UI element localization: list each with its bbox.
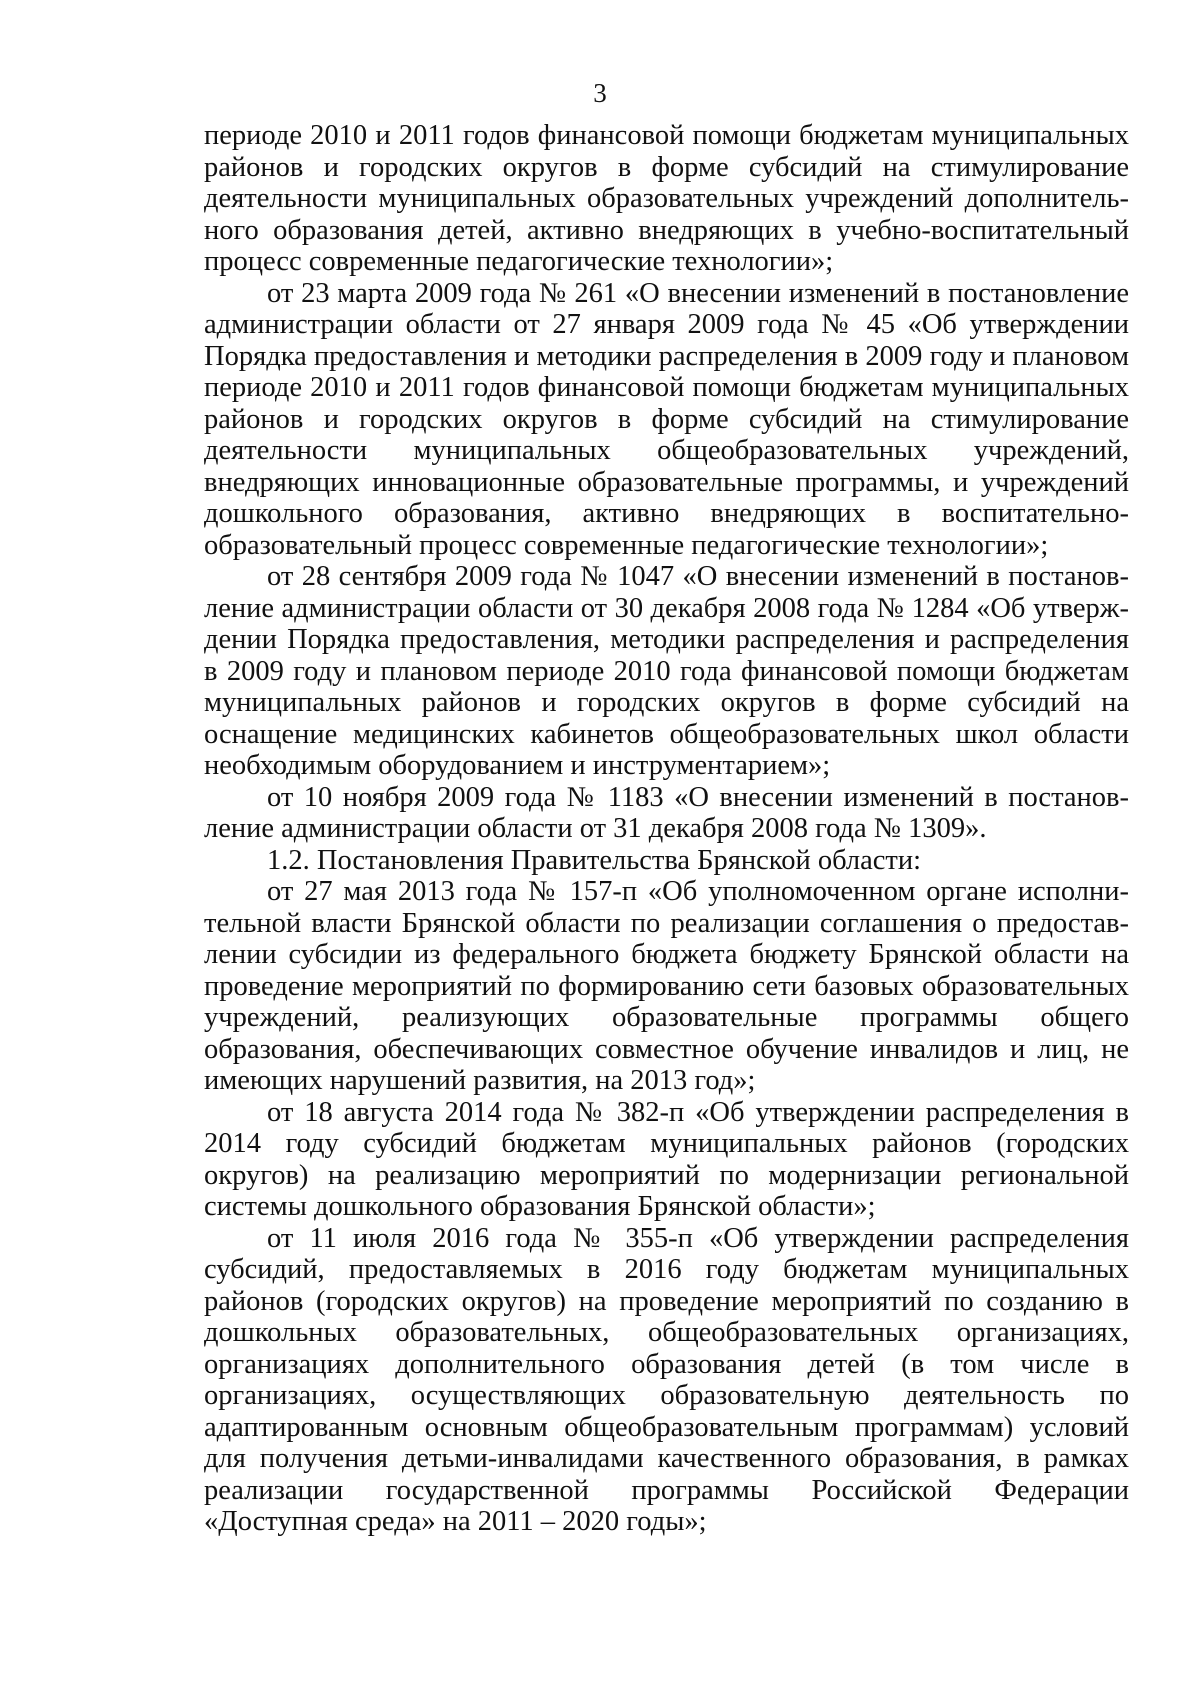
paragraph-resolution-261: от 23 марта 2009 года № 261 «О внесении изменений в постановление администрации области от 27 января 2009 года № 45 «Об утверждении Порядка предоставления и методики распределения в 2009 году и плановом периоде 2010 и 2011 годов финансовой помощи бюджетам муниципальных районов и городских округов в форме субсидий на стимулирование деятельности муниципальных общеобразовательных учреждений, внедряющих инновационные образовательные программы, и учреждений дошкольного образования, активно внедряющих в воспитательно-образовательный процесс современные педагогические технологии»; xyxy=(204,277,1129,561)
paragraph-resolution-382p: от 18 августа 2014 года № 382-п «Об утверждении распределения в 2014 году субсидий бюджетам муниципальных районов (городских округов) на реализацию мероприятий по модернизации региональной системы дошкольного образования Брянской области»; xyxy=(204,1096,1129,1222)
paragraph-resolution-1047: от 28 сентября 2009 года № 1047 «О внесении изменений в постановление администрации области от 30 декабря 2008 года № 1284 «Об утверждении Порядка предоставления, методики распределения и распределения в 2009 году и плановом периоде 2010 года финансовой помощи бюджетам муниципальных районов и городских округов в форме субсидий на оснащение медицинских кабинетов общеобразовательных школ области необходимым оборудованием и инструментарием»; xyxy=(204,561,1129,781)
page-number: 3 xyxy=(593,78,607,108)
paragraph-resolution-355p: от 11 июля 2016 года № 355-п «Об утверждении распределения субсидий, предоставляемых в 2016 году бюджетам муниципальных районов (городских округов) на проведение мероприятий по созданию в дошкольных образовательных, общеобразовательных организациях, организациях дополнительного образования детей (в том числе в организациях, осуществляющих образовательную деятельность по адаптированным основным общеобразовательным программам) условий для получения детьми-инвалидами качественного образования, в рамках реализации государственной программы Российской Федерации «Доступная среда» на 2011 – 2020 годы»; xyxy=(204,1222,1129,1537)
paragraph-continuation: периоде 2010 и 2011 годов финансовой помощи бюджетам муниципальных районов и городских округов в форме субсидий на стимулирование деятельности муниципальных образовательных учреждений дополнительного образования детей, активно внедряющих в учебно-воспитательный процесс современные педагогические технологии»; xyxy=(204,120,1129,277)
paragraph-resolution-157p: от 27 мая 2013 года № 157-п «Об уполномоченном органе исполнительной власти Брянской области по реализации соглашения о предоставлении субсидии из федерального бюджета бюджету Брянской области на проведение мероприятий по формированию сети базовых образовательных учреждений, реализующих образовательные программы общего образования, обеспечивающих совместное обучение инвалидов и лиц, не имеющих нарушений развития, на 2013 год»; xyxy=(204,876,1129,1096)
paragraph-resolution-1183: от 10 ноября 2009 года № 1183 «О внесении изменений в постановление администрации области от 31 декабря 2008 года № 1309». xyxy=(204,781,1129,844)
document-body xyxy=(204,120,1129,1538)
section-heading-1-2: 1.2. Постановления Правительства Брянской области: xyxy=(267,844,922,876)
